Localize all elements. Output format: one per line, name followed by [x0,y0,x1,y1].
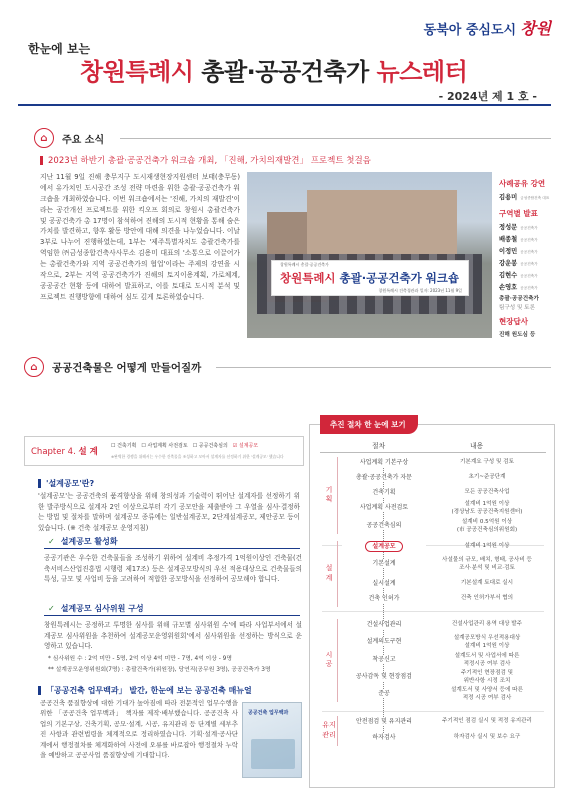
banner-small: 창원특례시 총괄·공공건축가 [280,262,329,267]
process-step: 사업계획 기본구상 [342,459,426,467]
chapter-title: 설 계 [78,447,98,457]
title-newsletter: 뉴스레터 [376,58,468,86]
process-panel [309,420,555,788]
workshop-banner [271,260,469,296]
news-heading-text: 주요 소식 [62,134,105,146]
process-step: 공사감독 및 현장점검 [342,673,426,681]
site-head: 현장답사 [499,317,528,326]
c1-body: 공공기관은 우수한 건축물들을 조성하기 위하여 설계비 추정가격 1억원이상인 건축물(건축서비스산업진흥법 시행령 제17조) 등은 설계공모방식의 우선 적용대상으로 건축물들의 특성, 규모 및 사업비 등을 고려하여 적합한 공모방식을 선정하여 공모해야 합니다. [44,554,302,584]
workshop-program [499,178,555,339]
chapter-label: Chapter 4. [31,447,76,457]
brand-logo [424,16,551,39]
c1-heading-text: 설계공모 활성화 [60,537,118,546]
brand-city: 창원 [520,19,551,38]
c1-rule [44,548,300,549]
bullet-note: ** 설계공모운영위원회(7명) : 총괄건축가(위원장), 당연직(공무원 3명), 공공건축가 3명 [48,667,271,673]
process-desc: 주기적인 현장점검 및 위반사항 시정 조치 [460,670,514,684]
presenter: 강운봉 공공건축가 [499,260,538,267]
process-step: 착공신고 [342,656,426,664]
building-icon: ⌂ [24,357,44,377]
process-step: 하자검사 [342,734,426,742]
presenter: 김현수 공공건축가 [499,272,538,279]
check-icon: ✓ [48,604,55,613]
c1-heading [48,536,118,547]
check-icon: ✓ [48,537,55,546]
title-city: 창원특례시 [80,58,194,86]
process-desc: 기본계요 구성 및 검토 [460,459,514,465]
process-step: 총괄·공공건축가 자문 [342,474,426,482]
q2-heading-text: 「공공건축 업무백과」 발간, 한눈에 보는 공공건축 매뉴얼 [46,686,252,695]
phase-bracket [337,457,338,534]
design-heading [24,357,201,377]
book-cover-image [242,702,302,778]
banner-title-main: 총괄·공공건축가 워크숍 [339,271,460,285]
design-heading-rule [216,367,551,368]
phase-label: 유지 관리 [322,721,336,739]
news-subheading-text: 2023년 하반기 총괄·공공건축가 워크숍 개최, 「진해, 가치의재발견」 프로젝트 첫걸음 [48,156,371,166]
process-desc: 하자검사 실시 및 보수 요구 [453,734,521,740]
brand-tagline: 동북아 중심도시 [423,23,517,38]
process-desc: 건축 인허가부서 협의 [460,595,514,601]
q1-body: '설계공모'는 공공건축의 품격향상을 위해 창의성과 기술력이 뛰어난 설계자를 선정하기 위한 발주방식으로 설계자 2인 이상으로부터 각기 공모안을 제출받아 그 우열을 심사·결정하는 방법 및 절차를 말하며 설계공모 종류에는 일반설계공모, 2단계설계공모, 제안공모 등이 있습니다. (※ 건축 설계공모 운영지침) [38,492,300,532]
chapter-step: 사업계획 사전검토 [147,443,188,449]
process-desc: 기본설계 토대로 실시 [460,580,514,586]
banner-org: 창원특례시 건축경관과 [378,288,419,293]
process-step: 공공건축심의 [342,522,426,530]
chapter-step-selected: 설계공모 [238,443,259,449]
banner-date: 일자: 2023년 11월 9일 [419,288,462,293]
phase-label: 설 계 [325,564,333,582]
presenter: 정성문 공공건축가 [499,224,538,231]
process-step-highlighted: 설계공모 [342,543,426,551]
process-desc: 설계비 1억원 이상 [464,543,510,549]
process-desc: 설계도서 및 사양서 등에 따른 적정 시공 여부 검사 [451,687,523,701]
book-title: 공공건축 업무백과 [248,710,289,716]
presenter: 이정민 공공건축가 [499,248,538,255]
q2-heading [38,685,252,696]
presenter: 배종철 공공건축가 [499,236,538,243]
c2-heading [48,603,144,614]
c2-heading-text: 설계공모 심사위원 구성 [60,604,144,613]
phase-bracket [337,541,338,607]
col-step: 절차 [372,442,386,450]
discussion-sub: 팀구성 및 토론 [499,305,535,311]
workshop-photo [247,172,492,338]
chapter-note: ※완벽한 경쟁을 위해서는 우수한 건축물을 조성하고 모아서 설계자를 선정하기 위한 '설계공모' 했습니다 [111,454,284,459]
process-desc: 모든 공공건축사업 [464,489,510,495]
phase-label: 기 획 [325,485,333,504]
phase-bracket [337,716,338,746]
process-title: 추진 절차 한 눈에 보기 [320,415,418,434]
news-subheading [40,154,371,166]
lecturer: 김용미 금성종합건축 대표 [499,194,550,201]
process-step: 건축 인허가 [342,595,426,603]
phase-separator [322,611,544,612]
process-header [320,439,546,453]
presenter: 손영호 공공건축가 [499,284,538,291]
lecture-head: 사례공유 강연 [499,179,546,188]
chapter-steps: ☐ 건축기획 ☐ 사업계획 사전검토 ☐ 공공건축심의 ☑ 설계공모 [111,443,259,449]
process-desc: 초기~준공단계 [468,474,506,480]
process-step: 안전점검 및 유지관리 [342,718,426,726]
site-visit: 진해 원도심 등 [499,332,536,338]
chapter-step: 공공건축심의 [198,443,228,449]
process-step: 건설사업관리 [342,621,426,629]
news-body: 지난 11월 9일 진해 충무지구 도시재생현장지원센터 보태(충무동)에서 유가치인 도시공간 조성 전략 마련을 위한 총괄·공공건축가 워크숍을 개최하였습니다. 이번 워크숍에서는 '진해, 가치의 재발견'이라는 공간개선 프로젝트를 위한 킥오프 회의로 창원시 총괄건축가 및 공공건축가 총 17명이 참석하여 진해의 도시적 현황을 통해 숨은 가치를 발견하고, 향후 활동 방안에 대해 의견을 나누었습니다. 이날 3부로 나누어 진행하였는데, 1부는 '제주특별자치도 총괄건축가를 역임한 ㈜금성종합건축사사무소 김용미 대표의 '소통으로 이끌어가는 총괄건축가와 지역 공공건축가의 협업'이라는 주제의 강연을 시작으로, 2부는 지역 공공건축가가 진해의 토지이용계획, 가로체계, 공공공간 현황 등에 대하여 발표하고, 이를 토대로 도시적 분석 및 프로젝트 진행방향에 대하여 심도 깊게 토론하였습니다. [40,173,240,301]
q1-heading [38,478,94,489]
process-desc: 설계공모방식 우선적용대상 설계비 1억원 이상 [453,635,521,649]
process-step: 사업계획 사전검토 [342,504,426,512]
process-desc: 설계비 1억원 이상 (경상남도 공공건축지원센터) [451,501,523,515]
c2-rule [44,615,300,616]
chapter-step: 건축기획 [117,443,137,449]
process-step: 건축기획 [342,489,426,497]
process-step: 준공 [342,690,426,698]
process-step: 실시설계 [342,580,426,588]
page-title [80,52,467,87]
process-desc: 주기적인 점검 실시 및 적정 유지관리 [442,718,532,724]
process-desc: 건설사업관리 용역 대상 발주 [451,621,523,627]
q2-body: 공공건축 품질향상에 대한 기대가 높아짐에 따라 전문적인 업무수행을 위한 「공공건축 업무백과」 책자를 제작·배부했습니다. 공공건축 사업의 기본구상, 건축기획, 공모·설계, 시공, 유지관리 등 단계별 세부추진 사항과 관련법령을 체계적으로 정리하였습니다. 기획·설계·공사단계에서 행정절차를 체계화하여 사전에 오류를 바로잡아 행정절차 누락을 예방하고 공공사업 품질향상에 기대합니다. [40,699,238,759]
process-desc: 설계비 0.5억원 이상 (市 공공건축심의위원회) [456,519,518,533]
chapter-box [24,436,304,466]
process-desc: 사설물의 규모, 배치, 형태, 공사비 등 조사·분석 및 비교·검토 [442,557,532,571]
phase-label: 시 공 [325,650,333,669]
design-heading-text: 공공건축물은 어떻게 만들어질까 [52,361,202,374]
news-heading-rule [120,138,551,139]
phase-separator [322,711,544,712]
q1-heading-text: '설계공모'란? [46,479,95,488]
news-heading [34,128,104,148]
header-pretitle: 한눈에 보는 [28,42,91,56]
header-divider [18,104,551,106]
col-content: 내용 [470,442,484,450]
present-head: 구역별 발표 [499,209,538,218]
phase-bracket [337,619,338,702]
bullet-note: * 심사위원 수 : 2억 미만 - 5명, 2억 이상 4억 미만 - 7명, 4억 이상 - 9명 [48,656,232,662]
banner-title-city: 창원특례시 [280,271,336,285]
process-desc: 설계도서 및 사업서에 따른 적정시공 여부 검사 [454,653,520,667]
process-step: 설계의도구현 [342,638,426,646]
title-main: 총괄·공공건축가 [201,58,369,86]
c2-body: 창원특례시는 공정하고 투명한 심사를 위해 규모별 심사위원 수'에 따라 사업부서에서 설계공모 심사위원을 추천하여 설계공모운영위원회'에서 심사위원을 선정하는 방식으로 운영하고 있습니다. [44,621,302,651]
building-icon: ⌂ [34,128,54,148]
discussion: 총괄·공공건축가 [499,296,539,302]
issue-number: - 2024년 제 1 호 - [438,90,537,103]
process-step: 기본설계 [342,560,426,568]
